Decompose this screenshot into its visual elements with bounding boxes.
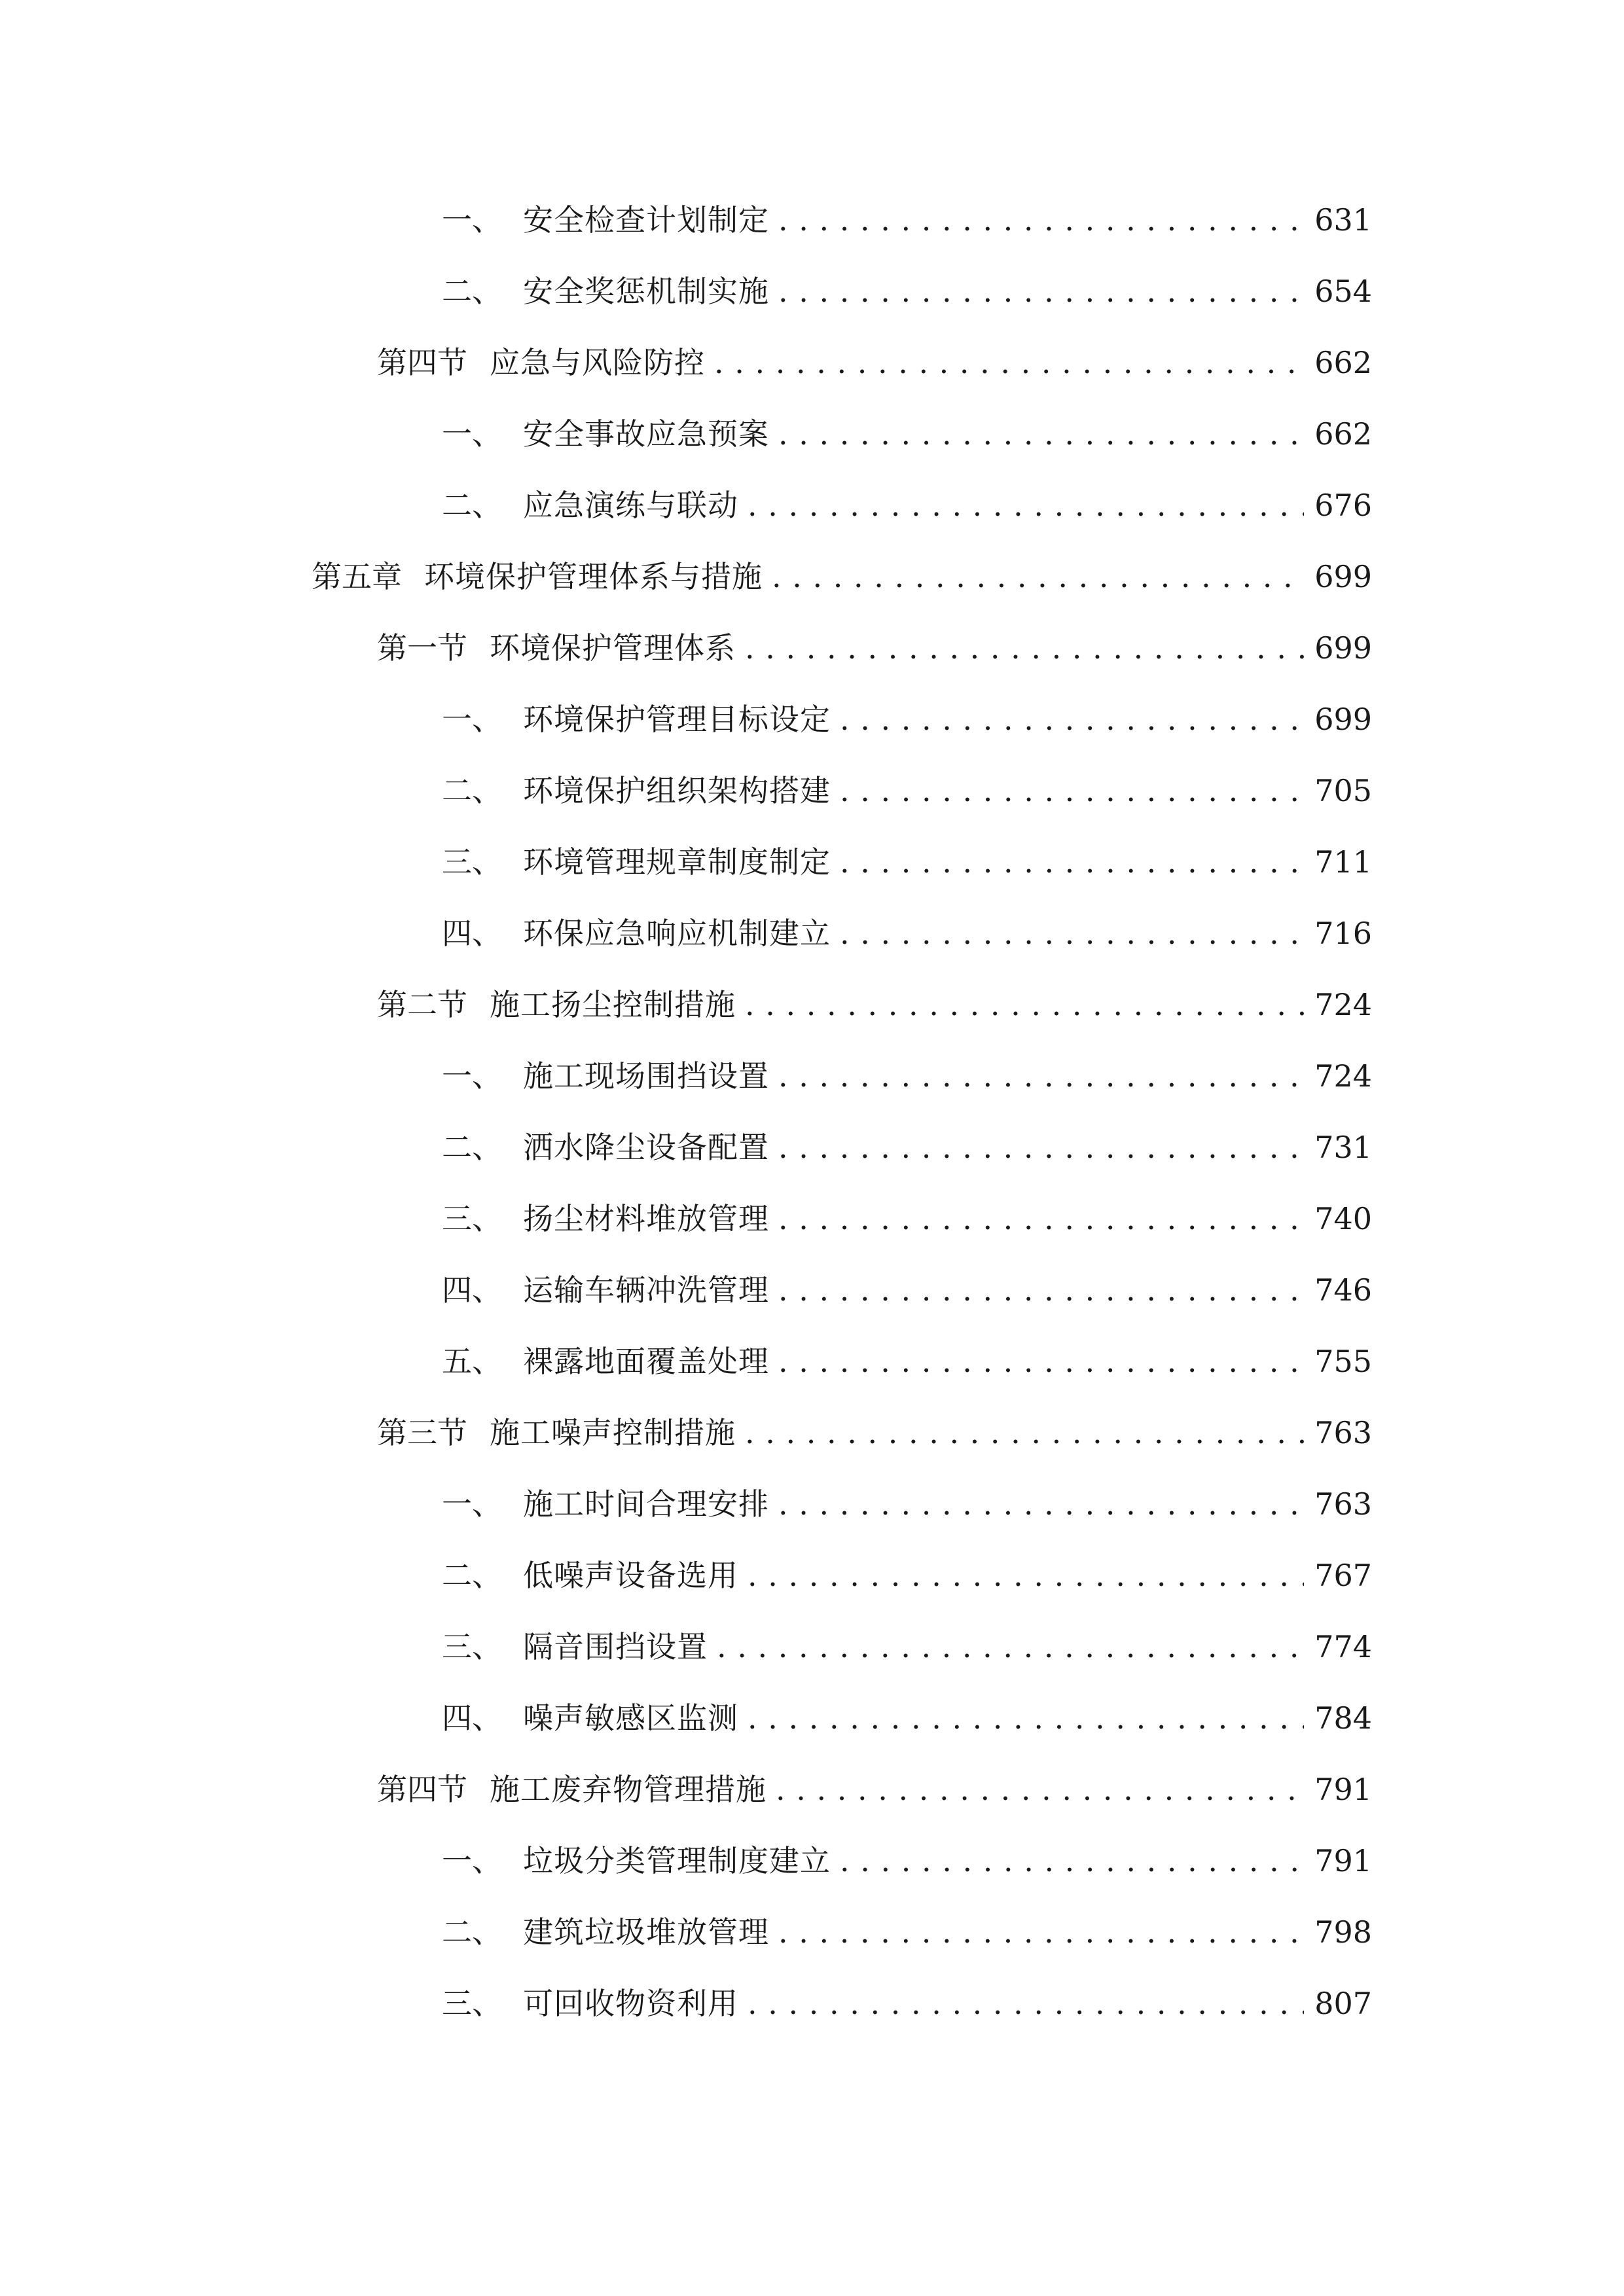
toc-entry-title: 环境保护组织架构搭建 (523, 773, 831, 808)
toc-entry-title: 环保应急响应机制建立 (523, 916, 831, 951)
toc-entry-number: 一、 (442, 702, 502, 737)
toc-dot-leader (717, 1621, 1304, 1673)
toc-entry-page: 807 (1314, 1986, 1372, 2021)
toc-dot-leader (778, 408, 1304, 460)
toc-dot-leader (745, 978, 1304, 1031)
toc-entry-number: 三、 (442, 1629, 502, 1664)
toc-entry[interactable] (442, 1050, 1372, 1102)
toc-entry[interactable] (377, 978, 1372, 1031)
toc-dot-leader (748, 1692, 1304, 1744)
toc-dot-leader (840, 693, 1304, 745)
toc-entry-page: 724 (1314, 987, 1372, 1022)
toc-entry-page: 662 (1314, 416, 1372, 452)
toc-dot-leader (745, 1407, 1304, 1459)
toc-dot-leader (748, 1977, 1304, 2030)
toc-entry[interactable] (442, 693, 1372, 745)
toc-entry[interactable] (442, 1906, 1372, 1958)
toc-dot-leader (714, 336, 1304, 389)
toc-entry-page: 784 (1314, 1700, 1372, 1736)
toc-dot-leader (778, 1906, 1304, 1958)
toc-entry-page: 746 (1314, 1272, 1372, 1308)
toc-entry-page: 767 (1314, 1558, 1372, 1593)
toc-dot-leader (778, 1121, 1304, 1174)
toc-entry-number: 一、 (442, 416, 502, 452)
toc-entry-number: 二、 (442, 274, 502, 309)
toc-entry-page: 711 (1314, 844, 1372, 880)
toc-entry-number: 一、 (442, 1486, 502, 1522)
toc-entry-page: 724 (1314, 1058, 1372, 1094)
toc-entry-number: 五、 (442, 1344, 502, 1379)
toc-entry-title: 可回收物资利用 (523, 1986, 738, 2021)
toc-entry-number: 三、 (442, 844, 502, 880)
toc-dot-leader (840, 836, 1304, 888)
toc-entry-title: 低噪声设备选用 (523, 1558, 738, 1593)
toc-entry-title: 裸露地面覆盖处理 (523, 1344, 769, 1379)
toc-entry-number: 二、 (442, 1914, 502, 1950)
toc-entry[interactable] (442, 1692, 1372, 1744)
toc-entry-number: 二、 (442, 1558, 502, 1593)
toc-entry-title: 施工噪声控制措施 (490, 1415, 736, 1450)
toc-entry-title: 应急与风险防控 (490, 345, 705, 380)
toc-entry-title: 施工时间合理安排 (523, 1486, 769, 1522)
toc-dot-leader (778, 265, 1304, 317)
toc-entry-page: 654 (1314, 274, 1372, 309)
toc-entry-page: 763 (1314, 1486, 1372, 1522)
toc-entry-title: 扬尘材料堆放管理 (523, 1201, 769, 1236)
toc-entry-page: 631 (1314, 202, 1372, 238)
toc-entry-number: 四、 (442, 916, 502, 951)
toc-dot-leader (772, 550, 1304, 603)
toc-entry-page: 716 (1314, 916, 1372, 951)
toc-entry[interactable] (377, 1763, 1372, 1816)
toc-entry-page: 791 (1314, 1772, 1372, 1807)
toc-entry-page: 699 (1314, 559, 1372, 594)
toc-entry-page: 705 (1314, 773, 1372, 808)
toc-entry[interactable] (377, 622, 1372, 674)
toc-dot-leader (778, 1050, 1304, 1102)
toc-entry-title: 环境保护管理体系与措施 (424, 559, 763, 594)
toc-entry-number: 一、 (442, 1843, 502, 1878)
toc-entry[interactable] (442, 1549, 1372, 1602)
toc-entry[interactable] (442, 1193, 1372, 1245)
toc-entry-page: 791 (1314, 1843, 1372, 1878)
toc-entry-number: 二、 (442, 488, 502, 523)
toc-entry-number: 四、 (442, 1272, 502, 1308)
toc-entry[interactable] (442, 1478, 1372, 1530)
toc-entry-page: 740 (1314, 1201, 1372, 1236)
toc-entry-title: 噪声敏感区监测 (523, 1700, 738, 1736)
toc-entry[interactable] (442, 194, 1372, 246)
toc-entry[interactable] (442, 836, 1372, 888)
toc-entry-title: 洒水降尘设备配置 (523, 1130, 769, 1165)
toc-dot-leader (840, 907, 1304, 960)
toc-entry[interactable] (442, 1835, 1372, 1887)
toc-entry-number: 第一节 (377, 630, 467, 666)
toc-entry-number: 第二节 (377, 987, 467, 1022)
toc-entry-number: 第四节 (377, 1772, 467, 1807)
toc-entry[interactable] (377, 1407, 1372, 1459)
toc-dot-leader (745, 622, 1304, 674)
toc-entry[interactable] (442, 408, 1372, 460)
toc-entry-title: 隔音围挡设置 (523, 1629, 708, 1664)
toc-entry-page: 676 (1314, 488, 1372, 523)
toc-entry-title: 施工现场围挡设置 (523, 1058, 769, 1094)
toc-entry-page: 798 (1314, 1914, 1372, 1950)
toc-entry[interactable] (312, 550, 1372, 603)
toc-entry-number: 一、 (442, 202, 502, 238)
toc-dot-leader (748, 479, 1304, 531)
toc-entry-title: 安全检查计划制定 (523, 202, 769, 238)
toc-entry[interactable] (442, 764, 1372, 817)
toc-entry-page: 699 (1314, 630, 1372, 666)
toc-entry[interactable] (442, 1264, 1372, 1316)
toc-entry-title: 安全奖惩机制实施 (523, 274, 769, 309)
toc-entry-page: 774 (1314, 1629, 1372, 1664)
toc-entry-title: 施工扬尘控制措施 (490, 987, 736, 1022)
toc-entry-page: 662 (1314, 345, 1372, 380)
toc-entry-title: 建筑垃圾堆放管理 (523, 1914, 769, 1950)
toc-dot-leader (778, 1264, 1304, 1316)
toc-dot-leader (776, 1763, 1304, 1816)
toc-entry-page: 731 (1314, 1130, 1372, 1165)
toc-entry-number: 二、 (442, 773, 502, 808)
toc-dot-leader (840, 1835, 1304, 1887)
toc-entry-title: 施工废弃物管理措施 (490, 1772, 767, 1807)
toc-entry[interactable] (442, 1121, 1372, 1174)
toc-entry-title: 安全事故应急预案 (523, 416, 769, 452)
toc-entry-title: 环境管理规章制度制定 (523, 844, 831, 880)
toc-entry[interactable] (442, 1335, 1372, 1388)
toc-dot-leader (778, 1193, 1304, 1245)
toc-dot-leader (778, 194, 1304, 246)
toc-dot-leader (778, 1335, 1304, 1388)
toc-entry[interactable] (442, 265, 1372, 317)
toc-entry-number: 三、 (442, 1986, 502, 2021)
toc-entry[interactable] (377, 336, 1372, 389)
toc-entry-number: 一、 (442, 1058, 502, 1094)
toc-entry[interactable] (442, 1621, 1372, 1673)
toc-entry-number: 二、 (442, 1130, 502, 1165)
toc-entry-number: 第三节 (377, 1415, 467, 1450)
toc-dot-leader (748, 1549, 1304, 1602)
toc-entry[interactable] (442, 907, 1372, 960)
toc-dot-leader (778, 1478, 1304, 1530)
toc-entry-page: 763 (1314, 1415, 1372, 1450)
toc-entry-page: 699 (1314, 702, 1372, 737)
toc-entry-number: 第四节 (377, 345, 467, 380)
toc-entry-title: 环境保护管理目标设定 (523, 702, 831, 737)
toc-entry-title: 垃圾分类管理制度建立 (523, 1843, 831, 1878)
toc-dot-leader (840, 764, 1304, 817)
toc-entry-page: 755 (1314, 1344, 1372, 1379)
toc-entry[interactable] (442, 479, 1372, 531)
toc-entry-title: 运输车辆冲洗管理 (523, 1272, 769, 1308)
toc-entry-number: 第五章 (312, 559, 402, 594)
toc-entry[interactable] (442, 1977, 1372, 2030)
toc-entry-number: 三、 (442, 1201, 502, 1236)
toc-entry-title: 应急演练与联动 (523, 488, 738, 523)
toc-entry-number: 四、 (442, 1700, 502, 1736)
toc-entry-title: 环境保护管理体系 (490, 630, 736, 666)
